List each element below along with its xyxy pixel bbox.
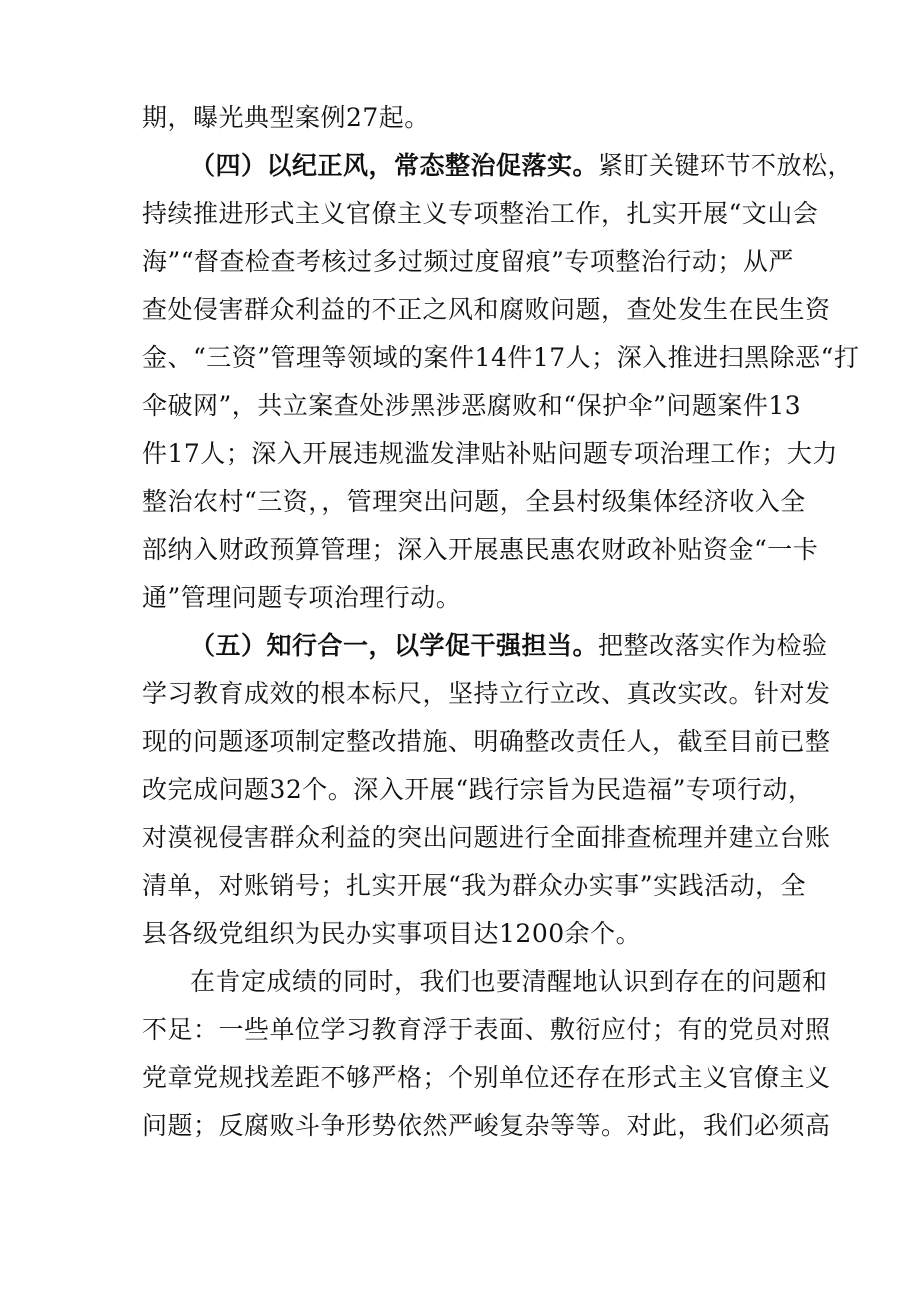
section-4-heading: （四）以纪正风，常态整治促落实。 xyxy=(190,151,599,180)
text-line: 对漠视侵害群众利益的突出问题进行全面排查梳理并建立台账 xyxy=(142,823,831,852)
text-line: 学习教育成效的根本标尺，坚持立行立改、真改实改。针对发 xyxy=(142,679,831,708)
text-line: 在肯定成绩的同时，我们也要清醒地认识到存在的问题和 xyxy=(190,967,828,996)
section-5-heading: （五）知行合一，以学促干强担当。 xyxy=(190,631,599,660)
text-line: 问题；反腐败斗争形势依然严峻复杂等等。对此，我们必须高 xyxy=(142,1111,831,1140)
section-4-first-line xyxy=(190,144,854,188)
text-line xyxy=(142,96,782,140)
text-line: 件17人；深入开展违规滥发津贴补贴问题专项治理工作；大力 xyxy=(142,439,838,468)
text-line: 清单，对账销号；扎实开展“我为群众办实事”实践活动，全 xyxy=(142,871,807,900)
section-5-first-line xyxy=(190,624,828,668)
text-line: 改完成问题32个。深入开展“践行宗旨为民造福”专项行动， xyxy=(142,775,814,804)
text-line-content: 把整改落实作为检验 xyxy=(598,631,828,660)
text-line-content: 紧盯关键环节不放松， xyxy=(598,151,854,180)
text-line: 县各级党组织为民办实事项目达1200余个。 xyxy=(142,919,642,948)
text-line: 部纳入财政预算管理；深入开展惠民惠农财政补贴资金“一卡 xyxy=(142,535,819,564)
text-line: 金、“三资”管理等领域的案件14件17人；深入推进扫黑除恶“打 xyxy=(142,343,860,372)
text-line: 持续推进形式主义官僚主义专项整治工作，扎实开展“文山会 xyxy=(142,199,819,228)
text-line: 通”管理问题专项治理行动。 xyxy=(142,583,462,612)
text-line: 伞破网”，共立案查处涉黑涉恶腐败和“保护伞”问题案件13 xyxy=(142,391,802,420)
text-line: 现的问题逐项制定整改措施、明确整改责任人，截至目前已整 xyxy=(142,727,831,756)
text-line-content: 期，曝光典型案例27起。 xyxy=(142,103,430,132)
text-line: 党章党规找差距不够严格；个别单位还存在形式主义官僚主义 xyxy=(142,1063,831,1092)
text-line: 不足：一些单位学习教育浮于表面、敷衍应付；有的党员对照 xyxy=(142,1015,831,1044)
text-line: 查处侵害群众利益的不正之风和腐败问题，查处发生在民生资 xyxy=(142,295,831,324)
text-line: 海”“督查检查考核过多过频过度留痕”专项整治行动；从严 xyxy=(142,247,794,276)
text-line: 整治农村“三资，，管理突出问题，全县村级集体经济收入全 xyxy=(142,487,806,516)
